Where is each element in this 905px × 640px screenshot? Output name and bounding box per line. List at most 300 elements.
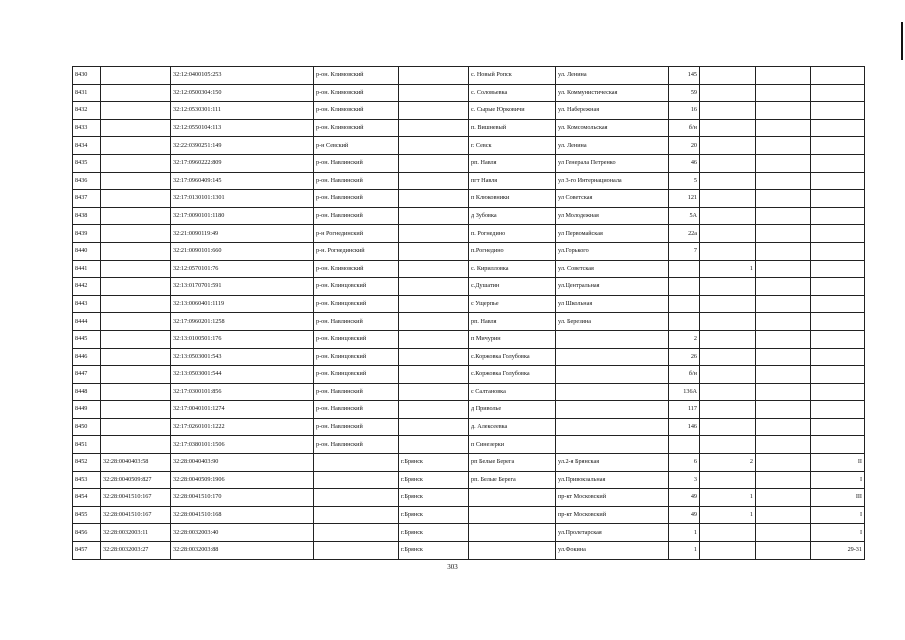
cadastral-parent-cell: 32:28:0040509:827 xyxy=(101,471,171,489)
cadastral-parent-cell xyxy=(101,84,171,102)
cadastral-number-cell: 32:28:0041510:168 xyxy=(171,506,314,524)
house-cell xyxy=(669,313,700,331)
district-cell: р-он. Навлинский xyxy=(314,436,399,454)
building-cell xyxy=(700,154,756,172)
city-cell: г.Брянск xyxy=(399,542,469,560)
district-cell xyxy=(314,454,399,472)
cadastral-number-cell: 32:21:0090101:660 xyxy=(171,242,314,260)
cadastral-number-cell: 32:17:0380101:1506 xyxy=(171,436,314,454)
table-row xyxy=(73,313,865,331)
row-number-cell: 8430 xyxy=(73,67,101,85)
house-cell: 121 xyxy=(669,190,700,208)
city-cell xyxy=(399,295,469,313)
building-cell: 1 xyxy=(700,489,756,507)
district-cell: р-н Рогнединский xyxy=(314,225,399,243)
city-cell xyxy=(399,207,469,225)
page-number: 303 xyxy=(447,563,458,571)
table-row xyxy=(73,190,865,208)
cadastral-number-cell: 32:17:0260101:1222 xyxy=(171,418,314,436)
city-cell: г.Брянск xyxy=(399,506,469,524)
cadastral-parent-cell: 32:28:0032003:27 xyxy=(101,542,171,560)
city-cell: г.Брянск xyxy=(399,524,469,542)
extra-cell xyxy=(756,119,811,137)
cadastral-number-cell: 32:12:0530301:111 xyxy=(171,102,314,120)
locality-cell: д Зубовка xyxy=(469,207,556,225)
table-row xyxy=(73,67,865,85)
city-cell xyxy=(399,366,469,384)
street-cell: пр-кт Московский xyxy=(556,489,669,507)
premises-cell xyxy=(811,401,865,419)
building-cell xyxy=(700,172,756,190)
locality-cell: с.Коржовка Голубовка xyxy=(469,366,556,384)
house-cell: 145 xyxy=(669,67,700,85)
premises-cell xyxy=(811,207,865,225)
building-cell: 1 xyxy=(700,506,756,524)
row-number-cell: 8454 xyxy=(73,489,101,507)
cadastral-number-cell: 32:13:0503001:543 xyxy=(171,348,314,366)
street-cell: ул. Советская xyxy=(556,260,669,278)
premises-cell xyxy=(811,137,865,155)
district-cell: р-он. Навлинский xyxy=(314,383,399,401)
house-cell: 6 xyxy=(669,454,700,472)
row-number-cell: 8443 xyxy=(73,295,101,313)
house-cell: 59 xyxy=(669,84,700,102)
table-row xyxy=(73,84,865,102)
premises-cell: II xyxy=(811,454,865,472)
row-number-cell: 8450 xyxy=(73,418,101,436)
district-cell: р-он. Клинцовский xyxy=(314,295,399,313)
building-cell xyxy=(700,119,756,137)
extra-cell xyxy=(756,436,811,454)
street-cell: ул. Коммунистическая xyxy=(556,84,669,102)
extra-cell xyxy=(756,137,811,155)
table-row xyxy=(73,506,865,524)
building-cell xyxy=(700,295,756,313)
street-cell: пр-кт Московский xyxy=(556,506,669,524)
premises-cell xyxy=(811,348,865,366)
cadastral-parent-cell xyxy=(101,348,171,366)
cadastral-parent-cell xyxy=(101,207,171,225)
street-cell: ул 3-го Интернационала xyxy=(556,172,669,190)
house-cell: 1 xyxy=(669,524,700,542)
table-row xyxy=(73,366,865,384)
premises-cell: I xyxy=(811,471,865,489)
property-registry-table xyxy=(72,66,865,560)
locality-cell: п.Рогнедино xyxy=(469,242,556,260)
table-row xyxy=(73,278,865,296)
building-cell xyxy=(700,67,756,85)
house-cell: 49 xyxy=(669,506,700,524)
district-cell: р-он. Навлинский xyxy=(314,207,399,225)
district-cell: р-он. Климовский xyxy=(314,260,399,278)
district-cell xyxy=(314,524,399,542)
cadastral-number-cell: 32:28:0040509:1906 xyxy=(171,471,314,489)
premises-cell: I xyxy=(811,506,865,524)
extra-cell xyxy=(756,506,811,524)
extra-cell xyxy=(756,471,811,489)
premises-cell xyxy=(811,313,865,331)
cadastral-number-cell: 32:13:0060401:1119 xyxy=(171,295,314,313)
street-cell: ул Советская xyxy=(556,190,669,208)
city-cell xyxy=(399,119,469,137)
city-cell xyxy=(399,330,469,348)
premises-cell: 29-31 xyxy=(811,542,865,560)
house-cell: 117 xyxy=(669,401,700,419)
cadastral-number-cell: 32:17:0960201:1258 xyxy=(171,313,314,331)
extra-cell xyxy=(756,207,811,225)
locality-cell xyxy=(469,524,556,542)
cadastral-number-cell: 32:13:0170701:591 xyxy=(171,278,314,296)
city-cell xyxy=(399,242,469,260)
premises-cell xyxy=(811,84,865,102)
city-cell xyxy=(399,84,469,102)
premises-cell xyxy=(811,242,865,260)
house-cell: 3 xyxy=(669,471,700,489)
extra-cell xyxy=(756,84,811,102)
locality-cell: с.Коржовка Голубовка xyxy=(469,348,556,366)
house-cell: 22а xyxy=(669,225,700,243)
extra-cell xyxy=(756,313,811,331)
locality-cell: рп. Белые Берега xyxy=(469,471,556,489)
cadastral-parent-cell xyxy=(101,313,171,331)
locality-cell: п Синезерки xyxy=(469,436,556,454)
cadastral-parent-cell xyxy=(101,154,171,172)
table-row xyxy=(73,471,865,489)
cadastral-number-cell: 32:12:0550104:113 xyxy=(171,119,314,137)
locality-cell: рп Белые Берега xyxy=(469,454,556,472)
city-cell xyxy=(399,313,469,331)
extra-cell xyxy=(756,295,811,313)
building-cell xyxy=(700,313,756,331)
extra-cell xyxy=(756,154,811,172)
table-row xyxy=(73,119,865,137)
table-row xyxy=(73,454,865,472)
cadastral-parent-cell xyxy=(101,366,171,384)
extra-cell xyxy=(756,330,811,348)
table-row xyxy=(73,242,865,260)
row-number-cell: 8438 xyxy=(73,207,101,225)
street-cell: ул Первомайская xyxy=(556,225,669,243)
house-cell: 20 xyxy=(669,137,700,155)
city-cell xyxy=(399,418,469,436)
district-cell: р-он. Навлинский xyxy=(314,172,399,190)
extra-cell xyxy=(756,225,811,243)
building-cell xyxy=(700,366,756,384)
district-cell xyxy=(314,471,399,489)
district-cell: р-н Севский xyxy=(314,137,399,155)
row-number-cell: 8453 xyxy=(73,471,101,489)
cadastral-number-cell: 32:17:0130101:1301 xyxy=(171,190,314,208)
district-cell: р-н. Рогнединский xyxy=(314,242,399,260)
building-cell xyxy=(700,401,756,419)
row-number-cell: 8448 xyxy=(73,383,101,401)
extra-cell xyxy=(756,172,811,190)
table-row xyxy=(73,172,865,190)
cadastral-number-cell: 32:21:0090119:49 xyxy=(171,225,314,243)
extra-cell xyxy=(756,190,811,208)
building-cell xyxy=(700,102,756,120)
table-row xyxy=(73,330,865,348)
district-cell: р-он. Климовский xyxy=(314,102,399,120)
building-cell xyxy=(700,524,756,542)
building-cell xyxy=(700,84,756,102)
row-number-cell: 8439 xyxy=(73,225,101,243)
street-cell xyxy=(556,418,669,436)
row-number-cell: 8435 xyxy=(73,154,101,172)
locality-cell: п Клюковники xyxy=(469,190,556,208)
row-number-cell: 8455 xyxy=(73,506,101,524)
building-cell xyxy=(700,190,756,208)
building-cell xyxy=(700,225,756,243)
cadastral-parent-cell: 32:28:0041510:167 xyxy=(101,506,171,524)
street-cell xyxy=(556,348,669,366)
house-cell: 49 xyxy=(669,489,700,507)
extra-cell xyxy=(756,542,811,560)
street-cell: ул. Ленина xyxy=(556,67,669,85)
cadastral-number-cell: 32:12:0400105:253 xyxy=(171,67,314,85)
row-number-cell: 8451 xyxy=(73,436,101,454)
house-cell: 16 xyxy=(669,102,700,120)
locality-cell: рп. Навля xyxy=(469,154,556,172)
cadastral-parent-cell xyxy=(101,436,171,454)
extra-cell xyxy=(756,260,811,278)
premises-cell xyxy=(811,172,865,190)
district-cell: р-он. Навлинский xyxy=(314,190,399,208)
row-number-cell: 8433 xyxy=(73,119,101,137)
row-number-cell: 8444 xyxy=(73,313,101,331)
table-row xyxy=(73,137,865,155)
table-row xyxy=(73,154,865,172)
city-cell xyxy=(399,278,469,296)
district-cell: р-он. Навлинский xyxy=(314,401,399,419)
table-row xyxy=(73,295,865,313)
table-row xyxy=(73,207,865,225)
city-cell: г.Брянск xyxy=(399,454,469,472)
table-row xyxy=(73,542,865,560)
building-cell: 1 xyxy=(700,260,756,278)
cadastral-parent-cell xyxy=(101,418,171,436)
street-cell xyxy=(556,401,669,419)
district-cell xyxy=(314,542,399,560)
locality-cell: п Мичурин xyxy=(469,330,556,348)
table-row xyxy=(73,436,865,454)
cadastral-parent-cell xyxy=(101,278,171,296)
premises-cell xyxy=(811,190,865,208)
premises-cell xyxy=(811,260,865,278)
street-cell: ул. Комсомольская xyxy=(556,119,669,137)
house-cell xyxy=(669,295,700,313)
house-cell: 146 xyxy=(669,418,700,436)
building-cell xyxy=(700,418,756,436)
cadastral-number-cell: 32:12:0500304:150 xyxy=(171,84,314,102)
house-cell: 1 xyxy=(669,542,700,560)
city-cell xyxy=(399,137,469,155)
cadastral-number-cell: 32:17:0300101:856 xyxy=(171,383,314,401)
district-cell: р-он. Клинцовский xyxy=(314,348,399,366)
house-cell: 7 xyxy=(669,242,700,260)
cadastral-parent-cell: 32:28:0041510:167 xyxy=(101,489,171,507)
cadastral-number-cell: 32:22:0390251:149 xyxy=(171,137,314,155)
city-cell xyxy=(399,401,469,419)
district-cell: р-он. Клинцовский xyxy=(314,366,399,384)
street-cell: ул Школьная xyxy=(556,295,669,313)
street-cell: ул.2-я Брянская xyxy=(556,454,669,472)
house-cell: 2 xyxy=(669,330,700,348)
city-cell xyxy=(399,190,469,208)
row-number-cell: 8457 xyxy=(73,542,101,560)
city-cell xyxy=(399,67,469,85)
street-cell: ул Молодежная xyxy=(556,207,669,225)
city-cell xyxy=(399,172,469,190)
table-row xyxy=(73,418,865,436)
row-number-cell: 8441 xyxy=(73,260,101,278)
district-cell: р-он. Клинцовский xyxy=(314,278,399,296)
house-cell xyxy=(669,436,700,454)
premises-cell xyxy=(811,383,865,401)
locality-cell: п. Рогнедино xyxy=(469,225,556,243)
locality-cell: с. Кирилловка xyxy=(469,260,556,278)
row-number-cell: 8437 xyxy=(73,190,101,208)
street-cell: ул.Горького xyxy=(556,242,669,260)
row-number-cell: 8452 xyxy=(73,454,101,472)
locality-cell xyxy=(469,506,556,524)
cadastral-number-cell: 32:17:0090101:1180 xyxy=(171,207,314,225)
city-cell: г.Брянск xyxy=(399,489,469,507)
locality-cell: с Ущерпье xyxy=(469,295,556,313)
locality-cell xyxy=(469,542,556,560)
row-number-cell: 8432 xyxy=(73,102,101,120)
building-cell xyxy=(700,436,756,454)
cadastral-number-cell: 32:28:0032003:40 xyxy=(171,524,314,542)
city-cell xyxy=(399,348,469,366)
cadastral-number-cell: 32:13:0100501:176 xyxy=(171,330,314,348)
locality-cell: пгт Навля xyxy=(469,172,556,190)
premises-cell xyxy=(811,330,865,348)
cadastral-number-cell: 32:28:0041510:170 xyxy=(171,489,314,507)
premises-cell xyxy=(811,119,865,137)
building-cell xyxy=(700,383,756,401)
street-cell xyxy=(556,436,669,454)
house-cell: б/н xyxy=(669,366,700,384)
table-body xyxy=(73,67,865,560)
extra-cell xyxy=(756,278,811,296)
street-cell: ул. Ленина xyxy=(556,137,669,155)
cadastral-parent-cell xyxy=(101,102,171,120)
house-cell xyxy=(669,278,700,296)
premises-cell xyxy=(811,102,865,120)
table-row xyxy=(73,225,865,243)
table-row xyxy=(73,260,865,278)
cadastral-parent-cell xyxy=(101,330,171,348)
locality-cell: д. Алексеевка xyxy=(469,418,556,436)
district-cell: р-он. Климовский xyxy=(314,84,399,102)
row-number-cell: 8445 xyxy=(73,330,101,348)
premises-cell xyxy=(811,154,865,172)
page-margin-mark xyxy=(901,22,903,60)
table-row xyxy=(73,489,865,507)
extra-cell xyxy=(756,102,811,120)
street-cell: ул. Березина xyxy=(556,313,669,331)
building-cell: 2 xyxy=(700,454,756,472)
city-cell: г.Брянск xyxy=(399,471,469,489)
row-number-cell: 8449 xyxy=(73,401,101,419)
locality-cell: с. Новый Ропск xyxy=(469,67,556,85)
cadastral-parent-cell xyxy=(101,242,171,260)
row-number-cell: 8436 xyxy=(73,172,101,190)
locality-cell: с. Соловьевка xyxy=(469,84,556,102)
premises-cell xyxy=(811,225,865,243)
row-number-cell: 8431 xyxy=(73,84,101,102)
house-cell: 26 xyxy=(669,348,700,366)
street-cell xyxy=(556,366,669,384)
cadastral-parent-cell xyxy=(101,190,171,208)
locality-cell: с. Сырые Юрковичи xyxy=(469,102,556,120)
extra-cell xyxy=(756,418,811,436)
cadastral-parent-cell xyxy=(101,225,171,243)
cadastral-parent-cell xyxy=(101,172,171,190)
premises-cell xyxy=(811,418,865,436)
district-cell: р-он. Навлинский xyxy=(314,313,399,331)
premises-cell xyxy=(811,295,865,313)
row-number-cell: 8434 xyxy=(73,137,101,155)
table-row xyxy=(73,524,865,542)
row-number-cell: 8446 xyxy=(73,348,101,366)
house-cell xyxy=(669,260,700,278)
cadastral-number-cell: 32:13:0503001:544 xyxy=(171,366,314,384)
cadastral-parent-cell xyxy=(101,401,171,419)
building-cell xyxy=(700,207,756,225)
extra-cell xyxy=(756,454,811,472)
row-number-cell: 8456 xyxy=(73,524,101,542)
table-row xyxy=(73,348,865,366)
building-cell xyxy=(700,542,756,560)
cadastral-parent-cell xyxy=(101,137,171,155)
cadastral-parent-cell: 32:28:0032003:11 xyxy=(101,524,171,542)
district-cell: р-он. Климовский xyxy=(314,67,399,85)
city-cell xyxy=(399,383,469,401)
city-cell xyxy=(399,225,469,243)
locality-cell: д Приволье xyxy=(469,401,556,419)
cadastral-parent-cell xyxy=(101,67,171,85)
city-cell xyxy=(399,436,469,454)
cadastral-number-cell: 32:17:0040101:1274 xyxy=(171,401,314,419)
premises-cell xyxy=(811,436,865,454)
cadastral-parent-cell xyxy=(101,260,171,278)
city-cell xyxy=(399,102,469,120)
district-cell xyxy=(314,489,399,507)
table-row xyxy=(73,401,865,419)
district-cell: р-он. Навлинский xyxy=(314,154,399,172)
locality-cell: с Салтановка xyxy=(469,383,556,401)
row-number-cell: 8442 xyxy=(73,278,101,296)
street-cell: ул.Фокина xyxy=(556,542,669,560)
street-cell: ул.Привокзальная xyxy=(556,471,669,489)
city-cell xyxy=(399,154,469,172)
premises-cell xyxy=(811,366,865,384)
premises-cell xyxy=(811,67,865,85)
extra-cell xyxy=(756,242,811,260)
cadastral-parent-cell xyxy=(101,295,171,313)
house-cell: б/н xyxy=(669,119,700,137)
locality-cell xyxy=(469,489,556,507)
building-cell xyxy=(700,348,756,366)
building-cell xyxy=(700,137,756,155)
extra-cell xyxy=(756,348,811,366)
locality-cell: г. Севск xyxy=(469,137,556,155)
building-cell xyxy=(700,242,756,260)
street-cell xyxy=(556,383,669,401)
district-cell xyxy=(314,506,399,524)
